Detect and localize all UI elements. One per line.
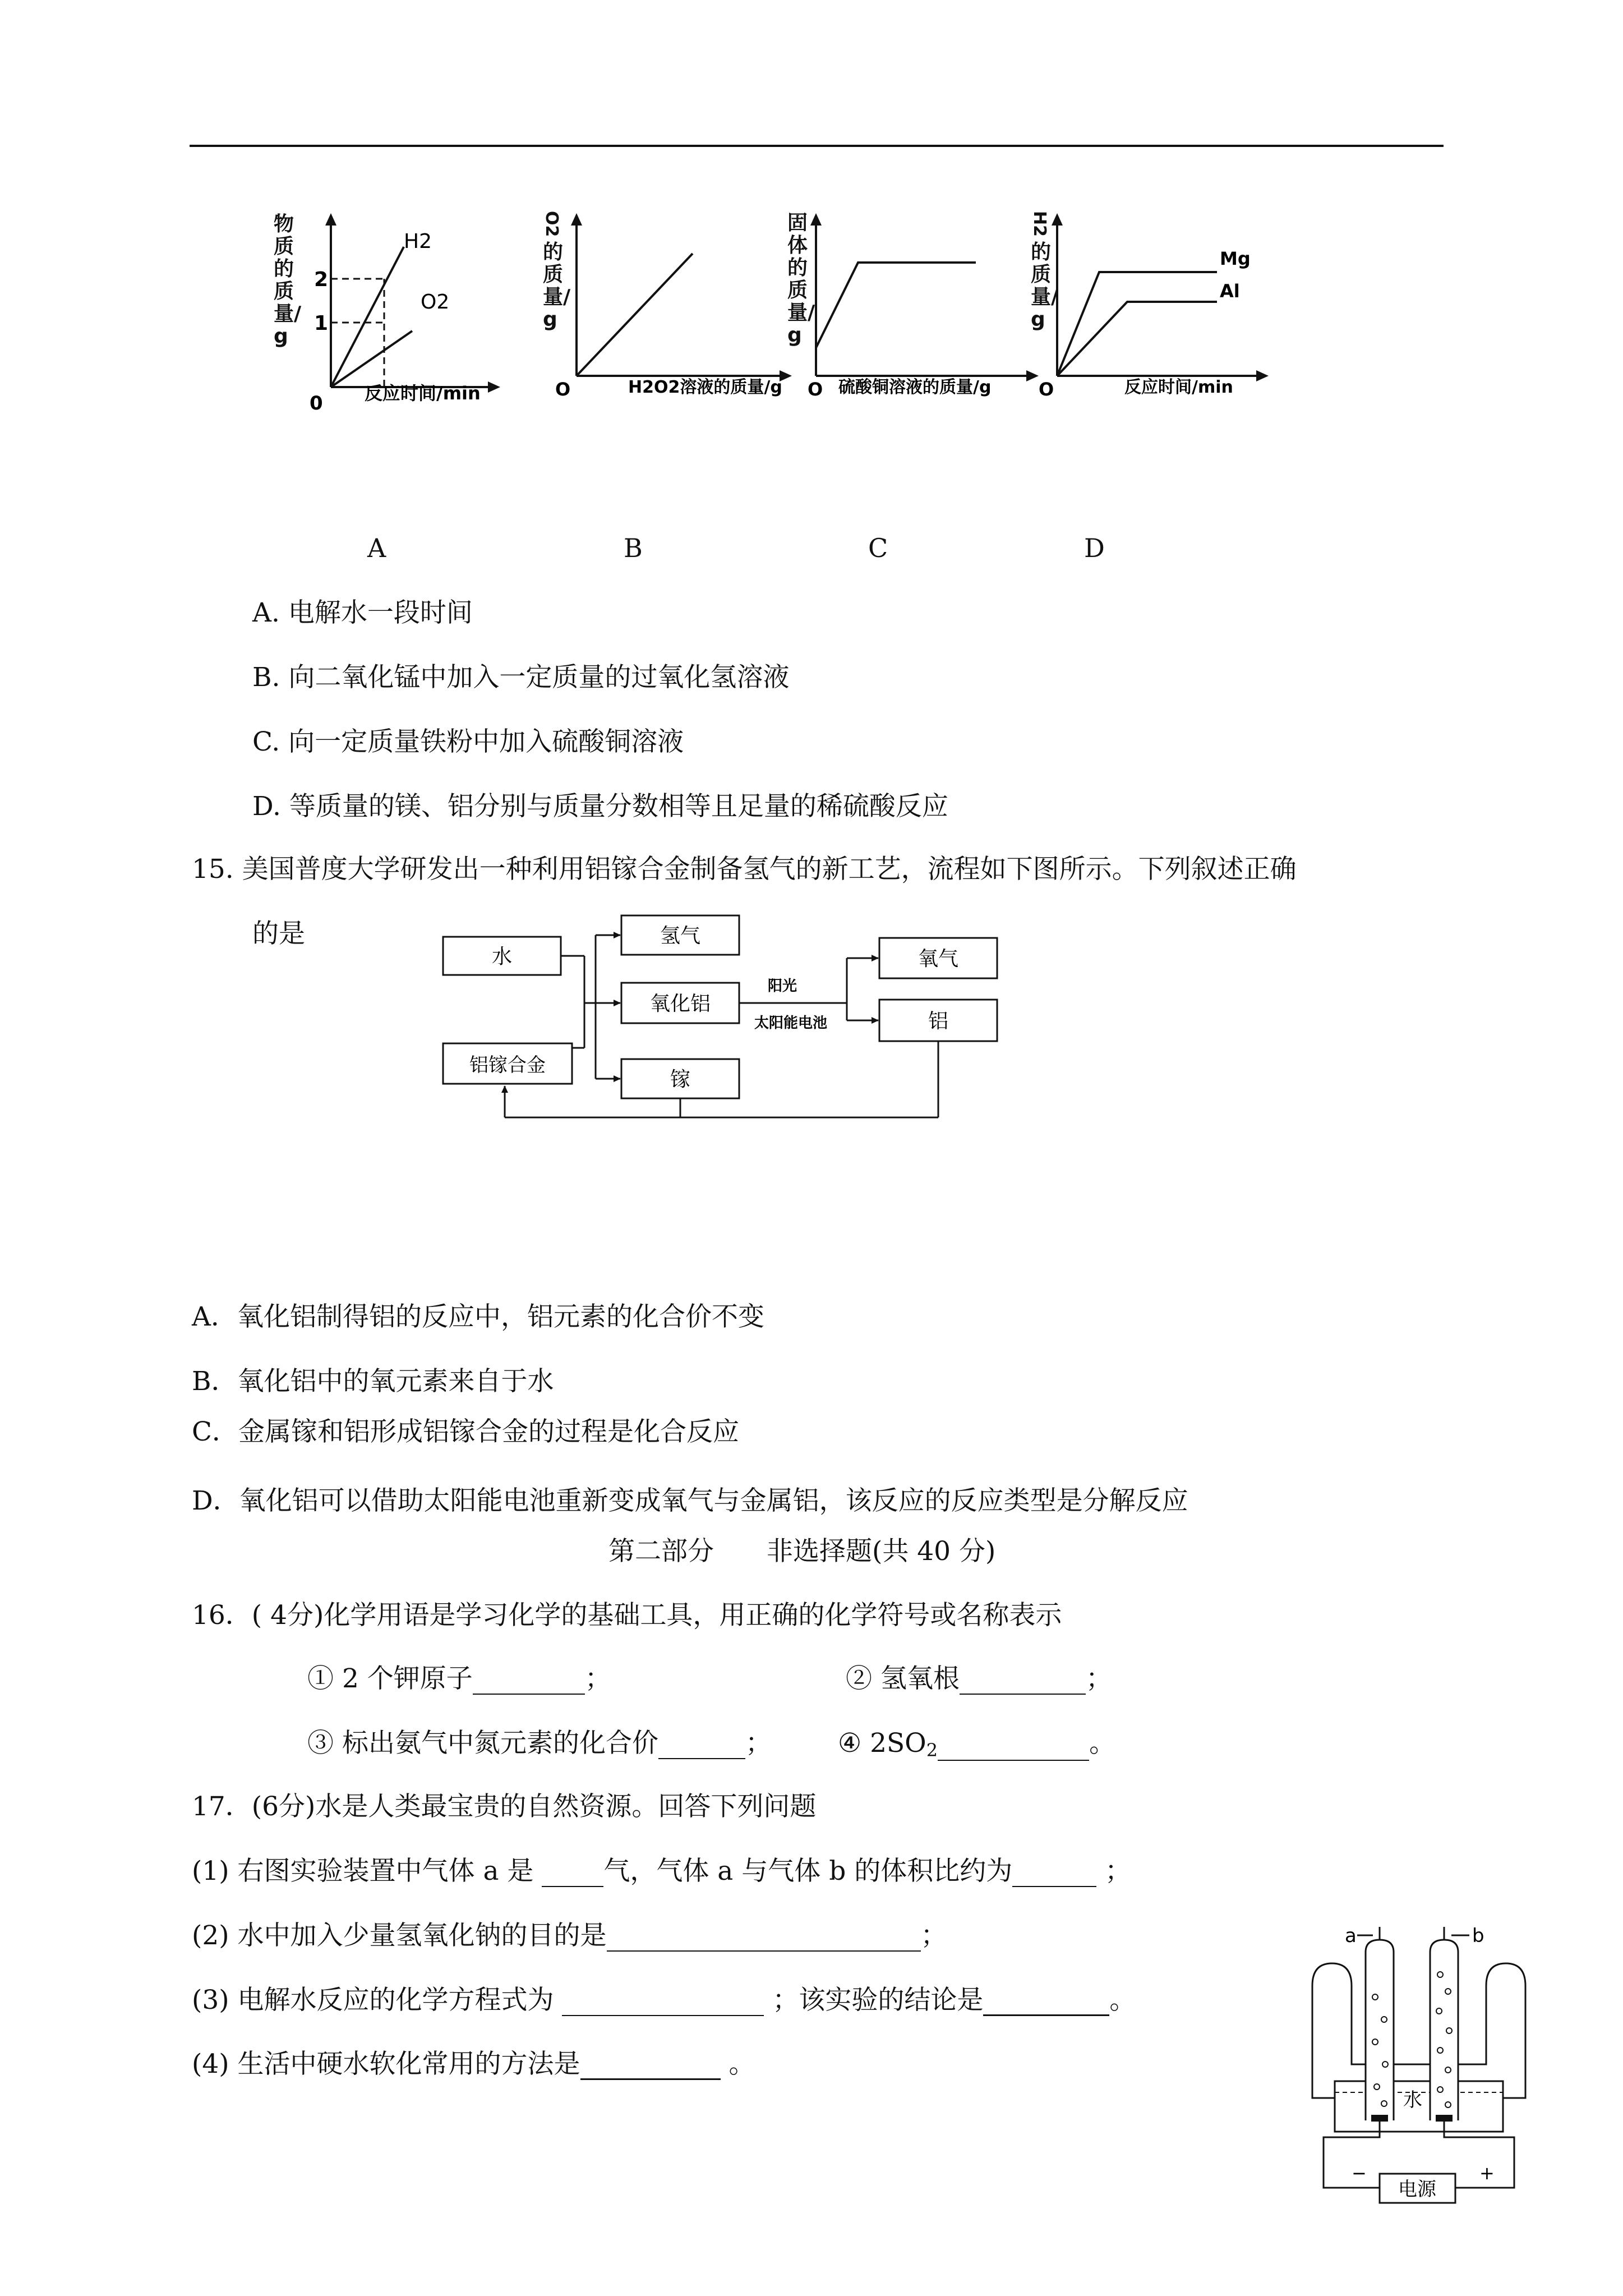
- chart-a: [269, 208, 516, 415]
- chart-b-line: [577, 254, 693, 376]
- q17-sub-4: (4) 生活中硬水软化常用的方法是 。: [192, 2049, 755, 2079]
- q14-option-b: B. 向二氧化锰中加入一定质量的过氧化氢溶液: [252, 662, 790, 693]
- q16-item-4-sub: 2: [926, 1740, 938, 1761]
- q16-item-4-text: ④ 2SO: [838, 1728, 926, 1759]
- q16-item-3-text: ③ 标出氨气中氮元素的化合价: [307, 1728, 658, 1759]
- chart-d-series-mg: Mg: [1220, 248, 1251, 269]
- chart-a-tick-1: 1: [314, 312, 329, 335]
- q16-blank-2[interactable]: [960, 1669, 1086, 1695]
- chart-c: [785, 208, 1049, 415]
- apparatus-label-b: b: [1472, 1925, 1484, 1947]
- chart-a-line-h2: [331, 247, 404, 387]
- chart-b: [538, 208, 808, 415]
- q16-stem: 16．( 4分)化学用语是学习化学的基础工具，用正确的化学符号或名称表示: [192, 1600, 1062, 1631]
- header-rule: [190, 145, 1444, 147]
- chart-a-origin: 0: [310, 392, 323, 415]
- chart-d-ylabel: 的质量/g: [1031, 241, 1059, 331]
- apparatus-label-water: 水: [1403, 2089, 1422, 2111]
- q16-item-2: ② 氢氧根 ；: [846, 1663, 1112, 1694]
- chart-d-line-al: [1057, 302, 1217, 376]
- chart-a-xlabel: 反应时间/min: [365, 383, 481, 404]
- flow-label-alumina: 氧化铝: [649, 992, 711, 1015]
- q17-sub-2: (2) 水中加入少量氢氧化钠的目的是 ；: [192, 1920, 947, 1951]
- chart-d-origin: O: [1039, 379, 1054, 400]
- q15-flow-diagram: [437, 909, 1021, 1133]
- q16-item-1: ① 2 个钾原子 ；: [307, 1663, 611, 1694]
- flow-label-water: 水: [491, 945, 513, 968]
- q16-item-2-text: ② 氢氧根: [846, 1663, 960, 1694]
- q16-blank-4[interactable]: [938, 1735, 1089, 1761]
- chart-b-origin: O: [555, 379, 571, 400]
- part2-heading: 第二部分 非选择题(共 40 分): [608, 1536, 996, 1567]
- q15-option-a: A．氧化铝制得铝的反应中，铝元素的化合价不变: [192, 1301, 764, 1332]
- q17-blank-1a[interactable]: [542, 1861, 603, 1887]
- chart-d-ylabel-top: H2: [1030, 211, 1049, 237]
- flow-label-hydrogen: 氢气: [660, 924, 701, 947]
- apparatus-label-minus: −: [1352, 2162, 1367, 2184]
- q17-blank-4[interactable]: [580, 2054, 721, 2080]
- chart-a-y-arrow: [325, 213, 336, 226]
- apparatus-tube-b: [1430, 1940, 1458, 2120]
- chart-c-line: [816, 263, 976, 348]
- q16-item-3: ③ 标出氨气中氮元素的化合价 ；: [307, 1728, 772, 1759]
- chart-b-ylabel-top: O2: [542, 211, 561, 237]
- flow-label-alloy: 铝镓合金: [469, 1054, 546, 1076]
- electrolysis-apparatus: [1301, 1924, 1537, 2216]
- graph-letter-c: C: [868, 533, 888, 563]
- chart-a-series-h2: H2: [404, 230, 432, 253]
- q16-blank-3[interactable]: [658, 1733, 745, 1759]
- apparatus-label-plus: +: [1479, 2162, 1495, 2184]
- apparatus-tube-a: [1366, 1940, 1394, 2120]
- graph-letter-b: B: [624, 533, 643, 563]
- q17-blank-2[interactable]: [607, 1926, 921, 1952]
- graph-letter-a: A: [367, 533, 386, 563]
- chart-d-series-al: Al: [1220, 280, 1240, 302]
- flow-label-aluminum: 铝: [928, 1010, 949, 1033]
- chart-c-xlabel: 硫酸铜溶液的质量/g: [838, 378, 992, 397]
- q17-blank-3a[interactable]: [562, 1990, 764, 2016]
- q15-option-b: B．氧化铝中的氧元素来自于水: [192, 1366, 554, 1397]
- q15-option-c: C．金属镓和铝形成铝镓合金的过程是化合反应: [192, 1416, 739, 1447]
- q14-option-a: A. 电解水一段时间: [252, 597, 473, 628]
- chart-d-y-arrow: [1052, 213, 1063, 226]
- q17-blank-1b[interactable]: [1012, 1861, 1096, 1887]
- flow-label-sunlight: 阳光: [767, 978, 797, 995]
- q14-option-c: C. 向一定质量铁粉中加入硫酸铜溶液: [252, 726, 684, 757]
- q17-blank-3b[interactable]: [983, 1990, 1109, 2016]
- apparatus-trough: [1312, 1963, 1525, 2098]
- chart-a-x-arrow: [488, 381, 500, 393]
- apparatus-label-power: 电源: [1398, 2178, 1436, 2201]
- chart-c-y-arrow: [810, 213, 822, 226]
- chart-b-xlabel: H2O2溶液的质量/g: [628, 378, 782, 397]
- q16-blank-1[interactable]: [473, 1669, 585, 1695]
- q15-option-d: D．氧化铝可以借助太阳能电池重新变成氧气与金属铝，该反应的反应类型是分解反应: [192, 1485, 1188, 1516]
- flow-label-gallium: 镓: [670, 1068, 691, 1091]
- q15-stem-line2: 的是: [252, 918, 305, 949]
- chart-d-xlabel: 反应时间/min: [1124, 378, 1233, 397]
- flow-label-oxygen: 氧气: [917, 947, 959, 970]
- chart-c-origin: O: [808, 379, 823, 400]
- chart-d-x-arrow: [1256, 370, 1269, 381]
- chart-a-series-o2: O2: [421, 291, 450, 314]
- q17-sub-3: (3) 电解水反应的化学方程式为 ；该实验的结论是 。: [192, 1985, 1136, 2016]
- chart-a-line-o2: [331, 331, 412, 387]
- q14-option-d: D. 等质量的镁、铝分别与质量分数相等且足量的稀硫酸反应: [252, 791, 948, 822]
- q15-stem-line1: 15. 美国普度大学研发出一种利用铝镓合金制备氢气的新工艺，流程如下图所示。下列叙述正确: [192, 854, 1297, 885]
- chart-a-tick-2: 2: [314, 268, 329, 291]
- q16-item-4: ④ $2SO_2$ 。: [838, 1728, 1116, 1761]
- chart-d-line-mg: [1057, 272, 1217, 376]
- q17-stem: 17．(6分)水是人类最宝贵的自然资源。回答下列问题: [192, 1791, 817, 1822]
- q16-item-1-text: ① 2 个钾原子: [307, 1663, 473, 1694]
- chart-d: [1026, 208, 1279, 415]
- chart-b-ylabel: 的质量/g: [543, 241, 571, 331]
- graph-letter-d: D: [1084, 533, 1105, 563]
- chart-b-y-arrow: [571, 213, 582, 226]
- apparatus-label-a: a: [1345, 1925, 1357, 1947]
- chart-a-ylabel: 物质的质量/g: [274, 213, 302, 348]
- flow-label-solar-cell: 太阳能电池: [754, 1015, 828, 1032]
- chart-c-ylabel: 固体的质量/g: [787, 211, 815, 347]
- q17-sub-1: (1) 右图实验装置中气体 a 是 气，气体 a 与气体 b 的体积比约为 ；: [192, 1856, 1132, 1887]
